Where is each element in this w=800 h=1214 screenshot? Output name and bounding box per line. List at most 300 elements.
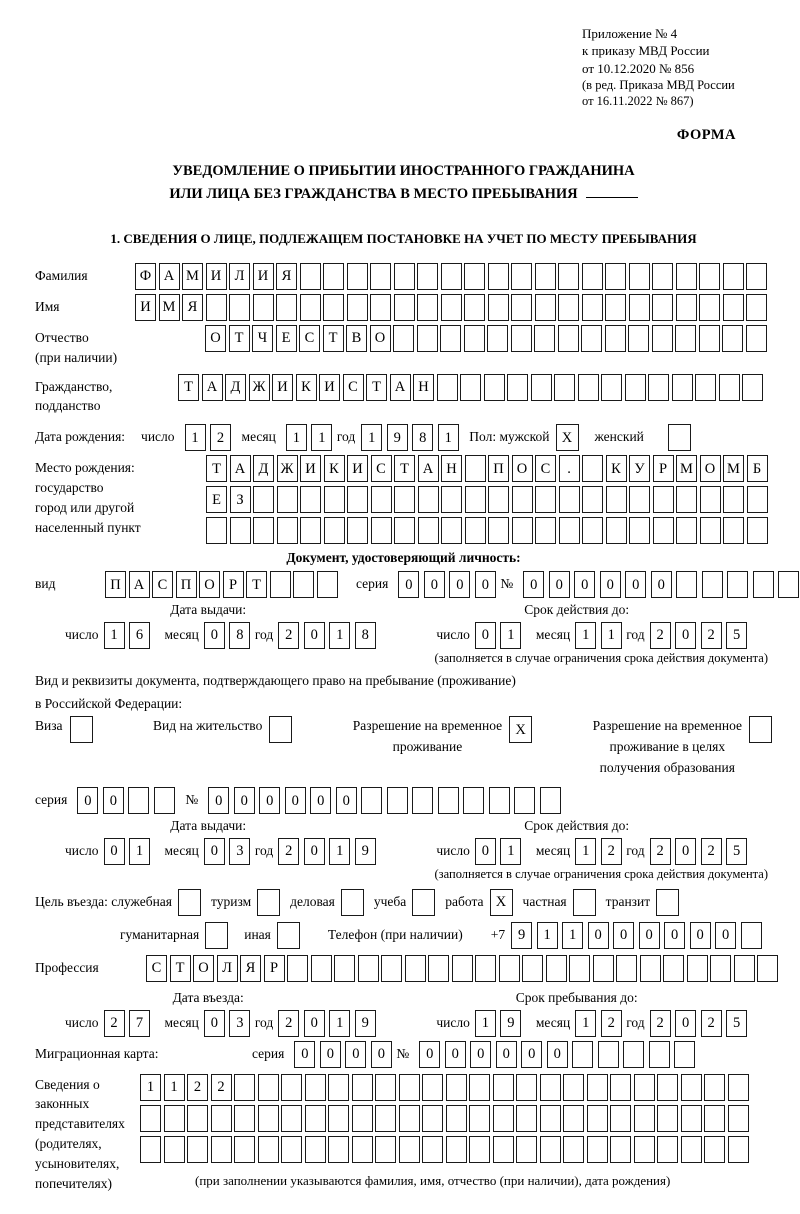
char-box[interactable] bbox=[728, 1074, 749, 1101]
char-box[interactable] bbox=[699, 263, 720, 290]
char-box[interactable] bbox=[578, 374, 599, 401]
char-box[interactable]: 0 bbox=[588, 922, 609, 949]
char-box[interactable]: А bbox=[129, 571, 150, 598]
char-box[interactable] bbox=[582, 263, 603, 290]
char-box[interactable]: 1 bbox=[575, 1010, 596, 1037]
char-box[interactable] bbox=[128, 787, 149, 814]
char-box[interactable] bbox=[657, 1074, 678, 1101]
char-box[interactable]: Е bbox=[206, 486, 227, 513]
char-box[interactable]: 0 bbox=[285, 787, 306, 814]
char-box[interactable] bbox=[535, 517, 556, 544]
char-box[interactable] bbox=[441, 263, 462, 290]
char-box[interactable] bbox=[324, 486, 345, 513]
char-box[interactable]: Б bbox=[747, 455, 768, 482]
char-box[interactable] bbox=[438, 787, 459, 814]
char-box[interactable] bbox=[187, 1105, 208, 1132]
char-box[interactable] bbox=[681, 1105, 702, 1132]
char-box[interactable]: Ж bbox=[277, 455, 298, 482]
char-box[interactable]: 1 bbox=[438, 424, 459, 451]
char-box[interactable] bbox=[488, 517, 509, 544]
char-box[interactable]: 2 bbox=[104, 1010, 125, 1037]
char-box[interactable]: 1 bbox=[475, 1010, 496, 1037]
char-box[interactable] bbox=[441, 517, 462, 544]
char-box[interactable]: 2 bbox=[701, 1010, 722, 1037]
char-box[interactable] bbox=[381, 955, 402, 982]
char-box[interactable] bbox=[531, 374, 552, 401]
char-box[interactable]: П bbox=[105, 571, 126, 598]
char-box[interactable] bbox=[361, 787, 382, 814]
char-box[interactable]: 0 bbox=[639, 922, 660, 949]
char-box[interactable] bbox=[663, 955, 684, 982]
char-box[interactable] bbox=[535, 294, 556, 321]
char-box[interactable]: 1 bbox=[311, 424, 332, 451]
char-box[interactable] bbox=[572, 1041, 593, 1068]
char-box[interactable]: 0 bbox=[371, 1041, 392, 1068]
char-box[interactable]: 1 bbox=[164, 1074, 185, 1101]
char-box[interactable]: 0 bbox=[449, 571, 470, 598]
char-box[interactable] bbox=[488, 294, 509, 321]
char-box[interactable] bbox=[634, 1136, 655, 1163]
char-box[interactable]: С bbox=[146, 955, 167, 982]
char-box[interactable]: 0 bbox=[345, 1041, 366, 1068]
char-box[interactable]: 1 bbox=[575, 622, 596, 649]
char-box[interactable]: И bbox=[135, 294, 156, 321]
purpose-private-checkbox[interactable] bbox=[573, 889, 596, 916]
char-box[interactable] bbox=[587, 1136, 608, 1163]
char-box[interactable] bbox=[723, 517, 744, 544]
char-box[interactable] bbox=[281, 1074, 302, 1101]
char-box[interactable]: З bbox=[230, 486, 251, 513]
char-box[interactable]: О bbox=[193, 955, 214, 982]
char-box[interactable]: 0 bbox=[424, 571, 445, 598]
char-box[interactable] bbox=[704, 1074, 725, 1101]
char-box[interactable] bbox=[140, 1136, 161, 1163]
char-box[interactable] bbox=[375, 1074, 396, 1101]
char-box[interactable]: 1 bbox=[129, 838, 150, 865]
purpose-study-checkbox[interactable] bbox=[412, 889, 435, 916]
char-box[interactable]: 0 bbox=[715, 922, 736, 949]
char-box[interactable] bbox=[140, 1105, 161, 1132]
char-box[interactable] bbox=[710, 955, 731, 982]
char-box[interactable] bbox=[324, 517, 345, 544]
char-box[interactable] bbox=[657, 1105, 678, 1132]
char-box[interactable]: 1 bbox=[562, 922, 583, 949]
char-box[interactable] bbox=[412, 889, 435, 916]
char-box[interactable]: 2 bbox=[701, 622, 722, 649]
char-box[interactable] bbox=[323, 263, 344, 290]
char-box[interactable] bbox=[598, 1041, 619, 1068]
char-box[interactable] bbox=[606, 517, 627, 544]
char-box[interactable] bbox=[305, 1074, 326, 1101]
char-box[interactable] bbox=[649, 1041, 670, 1068]
char-box[interactable] bbox=[253, 294, 274, 321]
char-box[interactable]: И bbox=[347, 455, 368, 482]
char-box[interactable]: 2 bbox=[187, 1074, 208, 1101]
char-box[interactable] bbox=[418, 486, 439, 513]
char-box[interactable]: О bbox=[199, 571, 220, 598]
char-box[interactable] bbox=[511, 263, 532, 290]
char-box[interactable]: 1 bbox=[537, 922, 558, 949]
char-box[interactable] bbox=[352, 1136, 373, 1163]
char-box[interactable]: Т bbox=[178, 374, 199, 401]
char-box[interactable] bbox=[300, 517, 321, 544]
char-box[interactable] bbox=[559, 517, 580, 544]
char-box[interactable] bbox=[657, 1136, 678, 1163]
char-box[interactable] bbox=[676, 571, 697, 598]
char-box[interactable]: 1 bbox=[361, 424, 382, 451]
sex-female-checkbox[interactable] bbox=[668, 424, 691, 451]
char-box[interactable]: 0 bbox=[549, 571, 570, 598]
char-box[interactable]: М bbox=[676, 455, 697, 482]
char-box[interactable]: О bbox=[512, 455, 533, 482]
char-box[interactable] bbox=[257, 889, 280, 916]
char-box[interactable] bbox=[460, 374, 481, 401]
char-box[interactable] bbox=[300, 486, 321, 513]
char-box[interactable] bbox=[700, 517, 721, 544]
char-box[interactable]: О bbox=[205, 325, 226, 352]
purpose-tourism-checkbox[interactable] bbox=[257, 889, 280, 916]
char-box[interactable] bbox=[511, 325, 532, 352]
char-box[interactable] bbox=[535, 486, 556, 513]
residence-checkbox[interactable] bbox=[269, 716, 292, 743]
char-box[interactable]: 0 bbox=[204, 622, 225, 649]
char-box[interactable] bbox=[516, 1105, 537, 1132]
char-box[interactable]: 8 bbox=[355, 622, 376, 649]
char-box[interactable] bbox=[727, 571, 748, 598]
char-box[interactable]: 0 bbox=[475, 622, 496, 649]
char-box[interactable] bbox=[317, 571, 338, 598]
char-box[interactable] bbox=[341, 889, 364, 916]
char-box[interactable] bbox=[610, 1074, 631, 1101]
char-box[interactable] bbox=[211, 1105, 232, 1132]
char-box[interactable] bbox=[371, 517, 392, 544]
char-box[interactable] bbox=[616, 955, 637, 982]
char-box[interactable] bbox=[440, 325, 461, 352]
char-box[interactable] bbox=[446, 1074, 467, 1101]
char-box[interactable] bbox=[648, 374, 669, 401]
char-box[interactable]: Р bbox=[653, 455, 674, 482]
char-box[interactable] bbox=[164, 1105, 185, 1132]
char-box[interactable]: 2 bbox=[701, 838, 722, 865]
char-box[interactable] bbox=[493, 1074, 514, 1101]
char-box[interactable]: 1 bbox=[329, 1010, 350, 1037]
char-box[interactable]: 8 bbox=[412, 424, 433, 451]
char-box[interactable]: О bbox=[700, 455, 721, 482]
char-box[interactable] bbox=[422, 1074, 443, 1101]
char-box[interactable] bbox=[512, 486, 533, 513]
char-box[interactable] bbox=[749, 716, 772, 743]
char-box[interactable] bbox=[569, 955, 590, 982]
char-box[interactable]: 0 bbox=[208, 787, 229, 814]
char-box[interactable] bbox=[437, 374, 458, 401]
char-box[interactable] bbox=[540, 787, 561, 814]
char-box[interactable] bbox=[387, 787, 408, 814]
char-box[interactable]: 0 bbox=[547, 1041, 568, 1068]
char-box[interactable] bbox=[469, 1074, 490, 1101]
char-box[interactable]: 0 bbox=[675, 838, 696, 865]
char-box[interactable]: Т bbox=[170, 955, 191, 982]
char-box[interactable] bbox=[347, 486, 368, 513]
char-box[interactable] bbox=[234, 1074, 255, 1101]
char-box[interactable] bbox=[277, 922, 300, 949]
char-box[interactable]: X bbox=[509, 716, 532, 743]
char-box[interactable] bbox=[281, 1136, 302, 1163]
char-box[interactable] bbox=[417, 263, 438, 290]
char-box[interactable] bbox=[722, 325, 743, 352]
char-box[interactable] bbox=[370, 263, 391, 290]
char-box[interactable] bbox=[475, 955, 496, 982]
char-box[interactable]: М bbox=[723, 455, 744, 482]
char-box[interactable]: 0 bbox=[419, 1041, 440, 1068]
char-box[interactable]: 0 bbox=[234, 787, 255, 814]
char-box[interactable] bbox=[234, 1136, 255, 1163]
char-box[interactable] bbox=[563, 1074, 584, 1101]
char-box[interactable]: И bbox=[319, 374, 340, 401]
char-box[interactable]: Ч bbox=[252, 325, 273, 352]
char-box[interactable] bbox=[746, 325, 767, 352]
char-box[interactable] bbox=[399, 1136, 420, 1163]
char-box[interactable]: С bbox=[343, 374, 364, 401]
char-box[interactable] bbox=[573, 889, 596, 916]
char-box[interactable] bbox=[516, 1074, 537, 1101]
purpose-humanitarian-checkbox[interactable] bbox=[205, 922, 228, 949]
char-box[interactable]: 0 bbox=[310, 787, 331, 814]
char-box[interactable] bbox=[229, 294, 250, 321]
purpose-other-checkbox[interactable] bbox=[277, 922, 300, 949]
purpose-business-checkbox[interactable] bbox=[341, 889, 364, 916]
char-box[interactable]: Я bbox=[182, 294, 203, 321]
char-box[interactable] bbox=[674, 1041, 695, 1068]
char-box[interactable]: Т bbox=[366, 374, 387, 401]
char-box[interactable] bbox=[546, 955, 567, 982]
char-box[interactable]: 0 bbox=[625, 571, 646, 598]
char-box[interactable] bbox=[653, 517, 674, 544]
char-box[interactable]: К bbox=[296, 374, 317, 401]
char-box[interactable] bbox=[405, 955, 426, 982]
char-box[interactable] bbox=[610, 1136, 631, 1163]
char-box[interactable] bbox=[253, 517, 274, 544]
char-box[interactable] bbox=[334, 955, 355, 982]
char-box[interactable]: 2 bbox=[211, 1074, 232, 1101]
char-box[interactable] bbox=[205, 922, 228, 949]
char-box[interactable]: 0 bbox=[675, 622, 696, 649]
char-box[interactable] bbox=[728, 1136, 749, 1163]
char-box[interactable]: Д bbox=[253, 455, 274, 482]
char-box[interactable] bbox=[493, 1136, 514, 1163]
char-box[interactable] bbox=[358, 955, 379, 982]
char-box[interactable] bbox=[417, 294, 438, 321]
char-box[interactable] bbox=[656, 889, 679, 916]
char-box[interactable] bbox=[465, 486, 486, 513]
char-box[interactable] bbox=[687, 955, 708, 982]
char-box[interactable]: 1 bbox=[140, 1074, 161, 1101]
char-box[interactable] bbox=[375, 1105, 396, 1132]
char-box[interactable] bbox=[628, 325, 649, 352]
char-box[interactable] bbox=[328, 1105, 349, 1132]
char-box[interactable] bbox=[676, 263, 697, 290]
char-box[interactable] bbox=[558, 294, 579, 321]
char-box[interactable]: Ж bbox=[249, 374, 270, 401]
char-box[interactable] bbox=[234, 1105, 255, 1132]
char-box[interactable]: 0 bbox=[304, 838, 325, 865]
char-box[interactable] bbox=[516, 1136, 537, 1163]
char-box[interactable]: Е bbox=[276, 325, 297, 352]
char-box[interactable]: А bbox=[159, 263, 180, 290]
char-box[interactable] bbox=[164, 1136, 185, 1163]
char-box[interactable] bbox=[276, 294, 297, 321]
char-box[interactable]: 2 bbox=[278, 1010, 299, 1037]
char-box[interactable] bbox=[652, 325, 673, 352]
char-box[interactable] bbox=[211, 1136, 232, 1163]
char-box[interactable] bbox=[522, 955, 543, 982]
char-box[interactable]: 0 bbox=[521, 1041, 542, 1068]
char-box[interactable]: А bbox=[202, 374, 223, 401]
char-box[interactable] bbox=[422, 1136, 443, 1163]
char-box[interactable]: Н bbox=[441, 455, 462, 482]
char-box[interactable]: К bbox=[324, 455, 345, 482]
char-box[interactable] bbox=[489, 787, 510, 814]
char-box[interactable]: Т bbox=[323, 325, 344, 352]
char-box[interactable] bbox=[746, 263, 767, 290]
char-box[interactable] bbox=[375, 1136, 396, 1163]
char-box[interactable] bbox=[352, 1105, 373, 1132]
char-box[interactable]: 0 bbox=[204, 838, 225, 865]
char-box[interactable] bbox=[625, 374, 646, 401]
char-box[interactable] bbox=[394, 294, 415, 321]
char-box[interactable] bbox=[652, 294, 673, 321]
char-box[interactable]: У bbox=[629, 455, 650, 482]
char-box[interactable] bbox=[634, 1105, 655, 1132]
char-box[interactable]: 1 bbox=[286, 424, 307, 451]
char-box[interactable] bbox=[258, 1105, 279, 1132]
char-box[interactable]: 0 bbox=[613, 922, 634, 949]
char-box[interactable]: 0 bbox=[294, 1041, 315, 1068]
char-box[interactable] bbox=[311, 955, 332, 982]
char-box[interactable] bbox=[300, 263, 321, 290]
char-box[interactable] bbox=[277, 486, 298, 513]
char-box[interactable]: 0 bbox=[475, 571, 496, 598]
char-box[interactable] bbox=[270, 571, 291, 598]
char-box[interactable] bbox=[746, 294, 767, 321]
char-box[interactable] bbox=[441, 486, 462, 513]
char-box[interactable]: 0 bbox=[664, 922, 685, 949]
char-box[interactable]: 0 bbox=[259, 787, 280, 814]
char-box[interactable]: Л bbox=[217, 955, 238, 982]
char-box[interactable] bbox=[371, 486, 392, 513]
char-box[interactable] bbox=[734, 955, 755, 982]
char-box[interactable] bbox=[605, 294, 626, 321]
char-box[interactable]: 0 bbox=[496, 1041, 517, 1068]
char-box[interactable] bbox=[582, 486, 603, 513]
char-box[interactable] bbox=[676, 486, 697, 513]
char-box[interactable] bbox=[668, 424, 691, 451]
char-box[interactable]: К bbox=[606, 455, 627, 482]
char-box[interactable] bbox=[558, 325, 579, 352]
char-box[interactable]: 9 bbox=[387, 424, 408, 451]
char-box[interactable] bbox=[741, 922, 762, 949]
char-box[interactable]: 1 bbox=[104, 622, 125, 649]
char-box[interactable]: . bbox=[559, 455, 580, 482]
char-box[interactable]: 0 bbox=[304, 1010, 325, 1037]
char-box[interactable]: 0 bbox=[398, 571, 419, 598]
char-box[interactable]: 5 bbox=[726, 1010, 747, 1037]
char-box[interactable] bbox=[623, 1041, 644, 1068]
char-box[interactable]: Д bbox=[225, 374, 246, 401]
char-box[interactable] bbox=[452, 955, 473, 982]
char-box[interactable] bbox=[723, 486, 744, 513]
char-box[interactable] bbox=[463, 787, 484, 814]
char-box[interactable] bbox=[753, 571, 774, 598]
char-box[interactable] bbox=[676, 294, 697, 321]
char-box[interactable] bbox=[672, 374, 693, 401]
char-box[interactable]: 2 bbox=[278, 838, 299, 865]
char-box[interactable] bbox=[559, 486, 580, 513]
char-box[interactable] bbox=[305, 1136, 326, 1163]
char-box[interactable]: Р bbox=[223, 571, 244, 598]
purpose-official-checkbox[interactable] bbox=[178, 889, 201, 916]
char-box[interactable] bbox=[293, 571, 314, 598]
char-box[interactable]: 0 bbox=[600, 571, 621, 598]
char-box[interactable]: 3 bbox=[229, 838, 250, 865]
char-box[interactable] bbox=[747, 486, 768, 513]
char-box[interactable]: Я bbox=[240, 955, 261, 982]
temp-permit-checkbox[interactable] bbox=[509, 716, 532, 743]
char-box[interactable] bbox=[757, 955, 778, 982]
char-box[interactable] bbox=[269, 716, 292, 743]
char-box[interactable] bbox=[484, 374, 505, 401]
char-box[interactable] bbox=[653, 486, 674, 513]
char-box[interactable] bbox=[778, 571, 799, 598]
char-box[interactable] bbox=[681, 1136, 702, 1163]
char-box[interactable] bbox=[540, 1074, 561, 1101]
char-box[interactable] bbox=[605, 325, 626, 352]
char-box[interactable] bbox=[464, 294, 485, 321]
char-box[interactable]: С bbox=[535, 455, 556, 482]
char-box[interactable] bbox=[464, 325, 485, 352]
char-box[interactable]: О bbox=[370, 325, 391, 352]
char-box[interactable] bbox=[352, 1074, 373, 1101]
char-box[interactable] bbox=[253, 486, 274, 513]
char-box[interactable] bbox=[534, 325, 555, 352]
char-box[interactable]: 1 bbox=[575, 838, 596, 865]
char-box[interactable] bbox=[629, 294, 650, 321]
char-box[interactable] bbox=[230, 517, 251, 544]
char-box[interactable] bbox=[563, 1136, 584, 1163]
char-box[interactable]: 9 bbox=[500, 1010, 521, 1037]
char-box[interactable] bbox=[719, 374, 740, 401]
char-box[interactable] bbox=[605, 263, 626, 290]
char-box[interactable] bbox=[700, 486, 721, 513]
char-box[interactable] bbox=[610, 1105, 631, 1132]
char-box[interactable] bbox=[563, 1105, 584, 1132]
char-box[interactable]: 0 bbox=[336, 787, 357, 814]
char-box[interactable] bbox=[511, 294, 532, 321]
char-box[interactable] bbox=[154, 787, 175, 814]
char-box[interactable] bbox=[465, 517, 486, 544]
char-box[interactable] bbox=[723, 263, 744, 290]
char-box[interactable] bbox=[640, 955, 661, 982]
char-box[interactable] bbox=[499, 955, 520, 982]
char-box[interactable] bbox=[70, 716, 93, 743]
char-box[interactable] bbox=[629, 263, 650, 290]
char-box[interactable]: Л bbox=[229, 263, 250, 290]
char-box[interactable] bbox=[446, 1136, 467, 1163]
char-box[interactable]: 1 bbox=[329, 622, 350, 649]
char-box[interactable] bbox=[417, 325, 438, 352]
char-box[interactable] bbox=[323, 294, 344, 321]
char-box[interactable]: П bbox=[488, 455, 509, 482]
char-box[interactable] bbox=[540, 1136, 561, 1163]
